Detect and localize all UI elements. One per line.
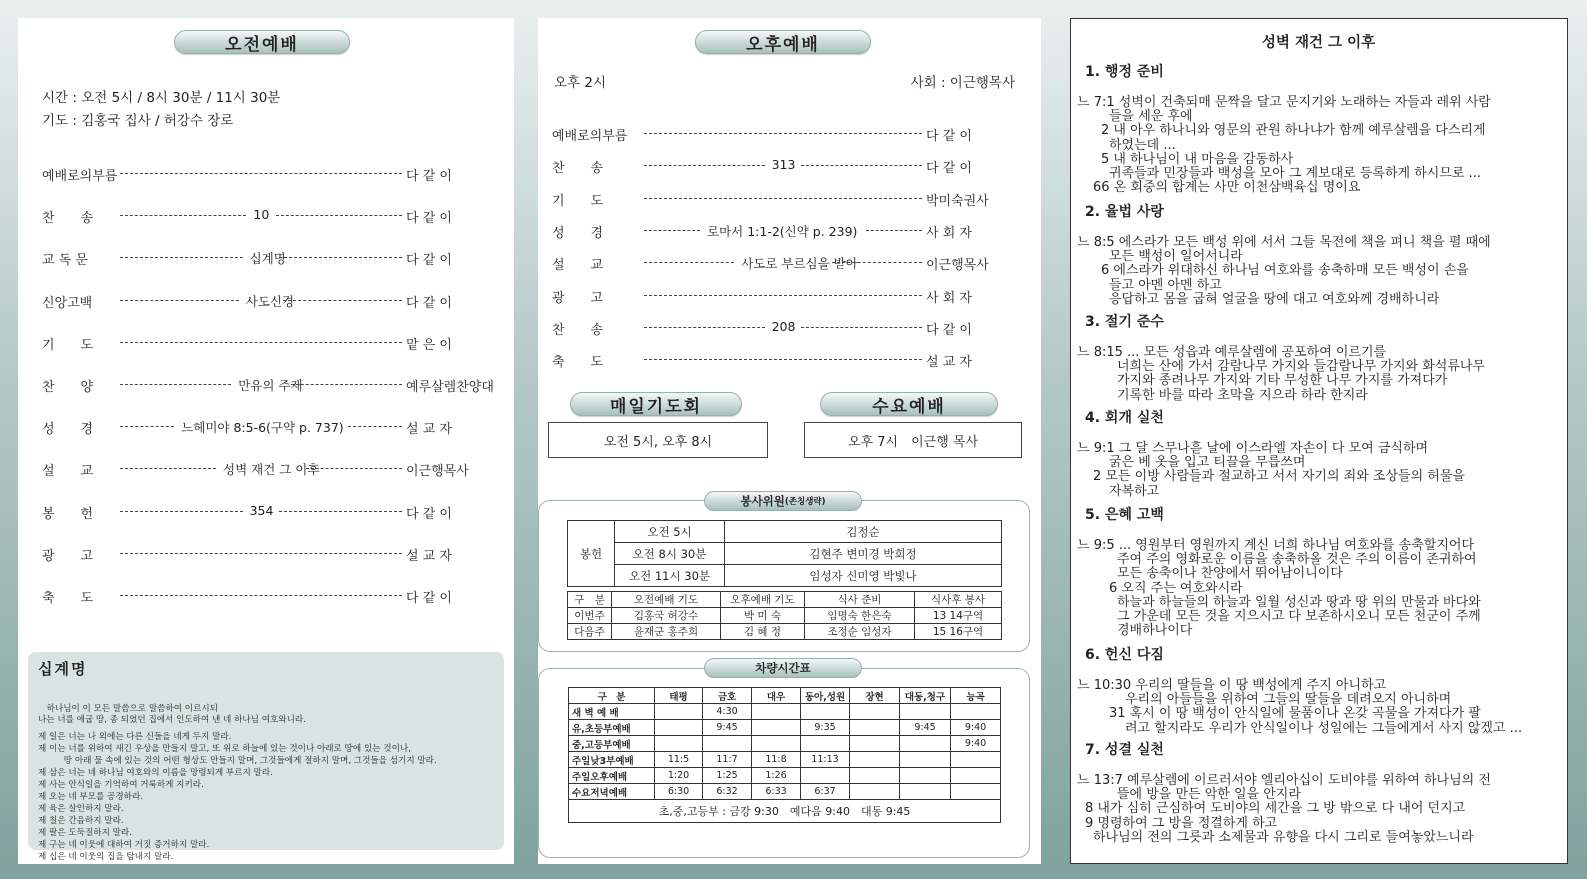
sermon-line: 들을 세운 후에 [1109,109,1193,125]
order-leader: 사 회 자 [926,225,972,241]
dash-line [120,257,243,258]
bus-cell: 9:45 [703,720,752,736]
commandment-line: 제 칠은 간음하지 말라. [38,816,124,826]
order-content: 로마서 1:1-2(신약 p. 239) [707,223,858,239]
sermon-line: 기록한 바를 따라 초막을 지으라 하라 한지라 [1117,387,1368,403]
bus-cell [900,704,951,720]
order-label: 축 도 [42,591,94,606]
afternoon-host: 사회 : 이근행목사 [910,75,1015,91]
bus-title-pill [704,658,862,678]
order-row [42,418,490,436]
order-leader: 설 교 자 [406,422,452,438]
order-row [42,334,490,352]
dash-line [348,426,402,427]
order-row [552,157,1010,175]
order-leader: 이근행목사 [926,258,989,274]
sermon-line: 모든 백성이 일어서니라 [1109,249,1243,265]
commandment-line: 제 팔은 도둑질하지 말라. [38,828,132,838]
bus-cell [850,784,900,800]
sermon-line: 8 내가 심히 근심하여 도비야의 세간을 그 방 밖으로 다 내어 던지고 [1085,801,1466,817]
volunteer-header: 오후예배 기도 [721,592,805,608]
dash-line [120,384,231,385]
bus-cell [951,752,1001,768]
dash-line [283,300,402,301]
dash-line [832,262,922,263]
order-label: 성 경 [552,225,604,241]
bus-cell [850,720,900,736]
bus-header: 장현 [850,688,900,704]
order-label: 찬 양 [42,380,94,395]
bus-header: 금호 [703,688,752,704]
sermon-line: 66 온 회중의 합계는 사만 이천삼백육십 명이요 [1093,180,1361,196]
dash-line [120,595,402,596]
order-leader: 설 교 자 [406,548,452,564]
order-row [552,287,1010,305]
commandment-line: 제 사는 안식일을 기억하여 거룩하게 지키라. [38,780,204,790]
dash-line [644,262,734,263]
order-content: 10 [253,207,270,223]
bus-cell [951,768,1001,784]
order-label: 찬 송 [552,322,604,338]
order-label: 신앙고백 [42,295,93,311]
order-row [552,125,1010,143]
dash-line [120,173,402,174]
volunteer-header: 구 분 [568,592,612,608]
order-row [42,587,490,605]
bus-header: 능곡 [951,688,1001,704]
order-label: 설 교 [42,464,94,480]
volunteer-cell: 임명숙 한은숙 [805,608,915,624]
sermon-line: 자복하고 [1109,483,1160,499]
order-row [42,249,490,267]
bus-cell: 주일낮3부예배 [569,752,655,768]
offering-time: 오전 8시 30분 [615,543,725,565]
order-row [552,254,1010,272]
sermon-heading: 6. 헌신 다짐 [1085,647,1164,663]
order-row [552,319,1010,337]
order-label: 축 도 [552,355,604,371]
bus-cell: 유,초등부예배 [569,720,655,736]
sermon-line: 우리의 아들들을 위하여 그들의 딸들을 데려오지 아니하며 [1125,692,1452,708]
bus-header: 태평 [655,688,703,704]
sermon-line: 느 8:15 ... 모든 성읍과 예루살렘에 공포하여 이르기를 [1077,345,1387,360]
dash-line [801,327,922,328]
wednesday-title: 수요예배 [872,396,946,417]
bus-header: 대동,청구 [900,688,951,704]
commandment-line: 제 이는 너를 위하여 새긴 우상을 만들지 말고, 또 위로 하늘에 있는 것이나 아래로 땅에 있는 것이나, [38,744,411,754]
bus-cell: 6:33 [752,784,801,800]
sermon-line: 5 내 하나님이 내 마음을 감동하사 [1101,151,1294,167]
order-row [552,222,1010,240]
daily-prayer-box: 오전 5시, 오후 8시 [548,422,768,458]
dash-line [644,230,700,231]
sermon-line: 모든 송축이나 찬양에서 뛰어남이니이다 [1117,566,1343,582]
bus-cell [900,768,951,784]
order-label: 봉 헌 [42,506,94,522]
afternoon-title: 오후예배 [746,34,820,55]
sermon-line: 느 13:7 예루살렘에 이르러서야 엘리아십이 도비야를 위하여 하나님의 전 [1077,773,1491,788]
order-leader: 박미숙권사 [926,193,989,209]
volunteer-cell: 김 혜 정 [721,624,805,640]
bus-cell: 6:37 [801,784,850,800]
order-content: 208 [771,318,796,334]
sermon-line: 너희는 산에 가서 감람나무 가지와 들감람나무 가지와 화석류나무 [1117,359,1485,375]
daily-prayer-title: 매일기도회 [609,396,703,417]
bus-cell: 새 벽 예 배 [569,704,655,720]
bus-cell [655,736,703,752]
order-label: 찬 송 [552,161,604,177]
sermon-line: 느 9:1 그 달 스무나흗 날에 이스라엘 자손이 다 모여 금식하며 [1077,441,1429,456]
dash-line [306,468,402,469]
sermon-line: 들고 아멘 아멘 하고 [1109,277,1222,293]
sermon-line: 가지와 종려나무 가지와 기타 무성한 나무 가지를 가져다가 [1117,373,1448,389]
order-content: 성벽 재건 그 이후 [223,462,320,478]
afternoon-time: 오후 2시 [554,75,607,91]
bus-cell: 11:7 [703,752,752,768]
order-row [552,351,1010,369]
dash-line [644,359,922,360]
dash-line [279,257,402,258]
order-leader: 다 같 이 [406,169,452,184]
afternoon-title-pill [695,30,871,54]
morning-panel [18,18,514,864]
sermon-line: 31 혹시 이 땅 백성이 안식일에 물품이나 온갖 곡물을 가져다가 팔 [1109,706,1481,722]
order-leader: 예루살렘찬양대 [406,380,494,395]
bus-cell: 1:20 [655,768,703,784]
morning-time: 시간 : 오전 5시 / 8시 30분 / 11시 30분 [42,90,281,106]
bus-header: 구 분 [569,688,655,704]
bus-cell [752,704,801,720]
dash-line [801,165,922,166]
offering-time: 오전 11시 30분 [615,565,725,587]
order-leader: 설 교 자 [926,355,972,371]
bus-cell [752,736,801,752]
sermon-line: 려고 할지라도 우리가 안식일이나 성일에는 그들에게서 사지 않겠고 ... [1125,720,1523,736]
volunteer-header: 식사후 봉사 [915,592,1002,608]
order-content: 354 [249,502,274,518]
bus-cell: 9:35 [801,720,850,736]
sermon-title: 성벽 재건 그 이후 [1261,35,1376,51]
order-row [552,190,1010,208]
order-leader: 사 회 자 [926,290,972,306]
sermon-heading: 3. 절기 준수 [1085,314,1164,330]
bus-cell [850,768,900,784]
sermon-line: 응답하고 몸을 굽혀 얼굴을 땅에 대고 여호와께 경배하니라 [1109,291,1440,307]
order-leader: 다 같 이 [406,591,452,606]
order-label: 기 도 [42,337,94,353]
dash-line [644,133,922,134]
sermon-line: 느 9:5 ... 영원부터 영원까지 계신 너희 하나님 여호와를 송축할지어다 [1077,538,1475,553]
order-leader: 다 같 이 [406,506,452,522]
sermon-line: 느 10:30 우리의 딸들을 이 땅 백성에게 주지 아니하고 [1077,678,1387,693]
sermon-line: 느 8:5 에스라가 모든 백성 위에 서서 그들 목전에 책을 펴니 책을 펼 때에 [1077,235,1491,250]
sermon-line: 6 에스라가 위대하신 하나님 여호와를 송축하매 모든 백성이 손을 [1101,263,1469,279]
order-label: 예배로의부름 [552,129,628,144]
commandments-box [28,652,504,862]
bus-header: 대우 [752,688,801,704]
bus-cell: 중,고등부예배 [569,736,655,752]
bus-cell [801,736,850,752]
sermon-line: 귀족들과 민장들과 백성을 모아 그 계보대로 등록하게 하시므로 ... [1109,166,1481,181]
bus-cell [951,704,1001,720]
bus-cell: 9:40 [951,736,1001,752]
bus-cell [801,704,850,720]
order-leader: 다 같 이 [406,211,452,227]
bus-cell [703,736,752,752]
order-content: 십계명 [249,251,286,267]
bus-cell [655,720,703,736]
bus-cell [801,768,850,784]
order-label: 기 도 [552,193,604,209]
bus-cell: 1:25 [703,768,752,784]
daily-prayer-pill [570,392,742,416]
sermon-line: 경배하나이다 [1117,623,1193,639]
commandment-line: 나는 너를 애굽 땅, 종 되었던 집에서 인도하여 낸 네 하나님 여호와니라. [38,715,306,725]
dash-line [120,342,402,343]
order-label: 광 고 [42,548,94,564]
commandment-line: 제 육은 살인하지 말라. [38,804,124,814]
commandment-line: 제 삼은 너는 네 하나님 여호와의 이름을 망령되게 부르지 말라. [38,768,273,778]
volunteer-table [567,591,1002,640]
dash-line [120,511,243,512]
dash-line [644,165,765,166]
volunteer-cell: 김홍국 허강수 [612,608,721,624]
bus-cell: 4:30 [703,704,752,720]
commandment-line: 하나님이 이 모든 말씀으로 말씀하여 이르시되 [38,704,218,714]
order-label: 예배로의부름 [42,169,118,184]
order-content: 313 [771,157,796,173]
bus-header: 동아,성원 [801,688,850,704]
order-content: 사도신경 [245,293,295,309]
sermon-line: 굵은 베 옷을 입고 티끌을 무릅쓰며 [1109,455,1306,471]
order-leader: 다 같 이 [926,322,972,338]
sermon-line: 2 모든 이방 사람들과 절교하고 서서 자기의 죄와 조상들의 허물을 [1093,469,1465,485]
order-row [42,165,490,183]
order-content: 만유의 주재 [238,378,303,393]
order-row [42,376,494,395]
commandment-line: 땅 아래 물 속에 있는 것의 어떤 형상도 만들지 말며, 그것들에게 절하지 말며, 그것들을 섬기지 말라. [38,756,437,766]
order-row [42,545,490,563]
order-label: 찬 송 [42,211,94,227]
sermon-line: 그 가운데 모든 것을 지으시고 다 보존하시오니 모든 천군이 주께 [1117,609,1481,624]
order-leader: 다 같 이 [926,161,972,177]
afternoon-panel [538,18,1041,864]
dash-line [120,553,402,554]
volunteers-title: 봉사위원 [740,494,785,508]
volunteer-cell: 13 14구역 [915,608,1002,624]
morning-prayer: 기도 : 김홍국 집사 / 허강수 장로 [42,113,234,129]
sermon-panel [1070,18,1568,864]
dash-line [644,327,765,328]
bus-cell: 6:30 [655,784,703,800]
dash-line [120,215,246,216]
sermon-line: 9 명령하여 그 방을 정결하게 하고 [1085,815,1278,831]
bus-title: 차량시간표 [755,661,811,675]
bus-cell [900,784,951,800]
volunteer-cell: 다음주 [568,624,612,640]
bus-footer: 초,중,고등부 : 금강 9:30 예다음 9:40 대동 9:45 [569,800,1001,823]
order-leader: 다 같 이 [406,253,452,269]
order-row [42,503,490,521]
bus-cell [900,736,951,752]
order-label: 교 독 문 [42,253,88,269]
sermon-line: 주여 주의 영화로운 이름을 송축하올 것은 주의 이름이 존귀하여 [1117,552,1477,568]
bus-cell: 11:5 [655,752,703,768]
sermon-heading: 7. 성결 실천 [1085,742,1164,758]
bus-cell: 9:45 [900,720,951,736]
sermon-line: 뜰에 방을 만든 악한 일을 안지라 [1117,787,1301,803]
bus-cell: 9:40 [951,720,1001,736]
volunteers-title-pill [704,491,862,511]
bus-cell: 주일오후예배 [569,768,655,784]
bus-cell [850,736,900,752]
commandment-line: 제 일은 너는 나 외에는 다른 신들을 네게 두지 말라. [38,732,232,742]
dash-line [120,468,216,469]
order-leader: 맡 은 이 [406,337,452,353]
bus-cell: 1:26 [752,768,801,784]
dash-line [644,295,922,296]
volunteer-cell: 윤재군 홍주희 [612,624,721,640]
sermon-line: 하나님의 전의 그릇과 소제물과 유향을 다시 그리로 들여놓았느니라 [1093,829,1474,845]
offering-time: 오전 5시 [615,521,725,543]
volunteer-cell: 15 16구역 [915,624,1002,640]
sermon-line: 하였는데 ... [1109,137,1176,153]
order-label: 성 경 [42,422,94,438]
bus-cell [752,720,801,736]
bus-cell [850,752,900,768]
order-leader: 다 같 이 [406,295,452,311]
order-label: 광 고 [552,290,604,306]
offering-names: 임성자 신미영 박빛나 [725,565,1002,587]
commandment-line: 제 구는 네 이웃에 대하여 거짓 증거하지 말라. [38,840,210,850]
sermon-line: 2 내 아우 하나니와 영문의 관원 하나냐가 함께 예루살렘을 다스리게 [1101,123,1486,139]
order-leader: 이근행목사 [406,464,469,480]
sermon-line: 6 오직 주는 여호와시라 [1109,580,1243,596]
bus-cell: 수요저녁예배 [569,784,655,800]
volunteer-cell: 이번주 [568,608,612,624]
dash-line [120,300,239,301]
sermon-heading: 5. 은혜 고백 [1085,507,1164,523]
offering-names: 김현주 변미경 박희정 [725,543,1002,565]
order-leader: 다 같 이 [926,129,972,144]
volunteers-title-note: (존칭생략) [784,497,826,507]
bus-cell: 6:32 [703,784,752,800]
bus-cell [655,704,703,720]
volunteer-header: 식사 준비 [805,592,915,608]
bus-cell [850,704,900,720]
commandments-title: 십계명 [38,660,88,678]
offering-names: 김정순 [725,521,1002,543]
morning-title: 오전예배 [225,34,299,55]
sermon-line: 느 7:1 성벽이 건축되매 문짝을 달고 문지기와 노래하는 자들과 레위 사람 [1077,95,1491,110]
order-row [42,460,490,478]
order-content: 사도로 부르심을 받아 [741,256,858,272]
dash-line [279,511,402,512]
sermon-heading: 2. 율법 사랑 [1085,204,1164,220]
bus-cell: 11:8 [752,752,801,768]
volunteer-cell: 조정순 임성자 [805,624,915,640]
order-label: 설 교 [552,258,604,274]
wednesday-box: 오후 7시 이근행 목사 [804,422,1022,458]
dash-line [644,198,922,199]
sermon-heading: 1. 행정 준비 [1085,64,1164,80]
volunteer-cell: 박 미 숙 [721,608,805,624]
wednesday-pill [820,392,998,416]
sermon-heading: 4. 회개 실천 [1085,410,1164,426]
dash-line [291,384,402,385]
dash-line [276,215,402,216]
offering-label: 봉헌 [568,521,615,587]
bus-cell [951,784,1001,800]
commandment-line: 제 십은 네 이웃의 집을 탐내지 말라. [38,852,174,862]
sermon-line: 하늘과 하늘들의 하늘과 일월 성신과 땅과 땅 위의 만물과 바다와 [1117,594,1481,610]
bus-table [568,687,1001,823]
volunteer-header: 오전예배 기도 [612,592,721,608]
order-row [42,207,490,225]
order-row [42,292,490,310]
bus-cell [900,752,951,768]
offering-table [567,520,1002,587]
order-content: 느헤미야 8:5-6(구약 p. 737) [181,420,344,436]
dash-line [866,230,922,231]
dash-line [120,426,174,427]
commandment-line: 제 오는 네 부모를 공경하라. [38,792,143,802]
morning-title-pill [174,30,350,54]
bus-cell: 11:13 [801,752,850,768]
